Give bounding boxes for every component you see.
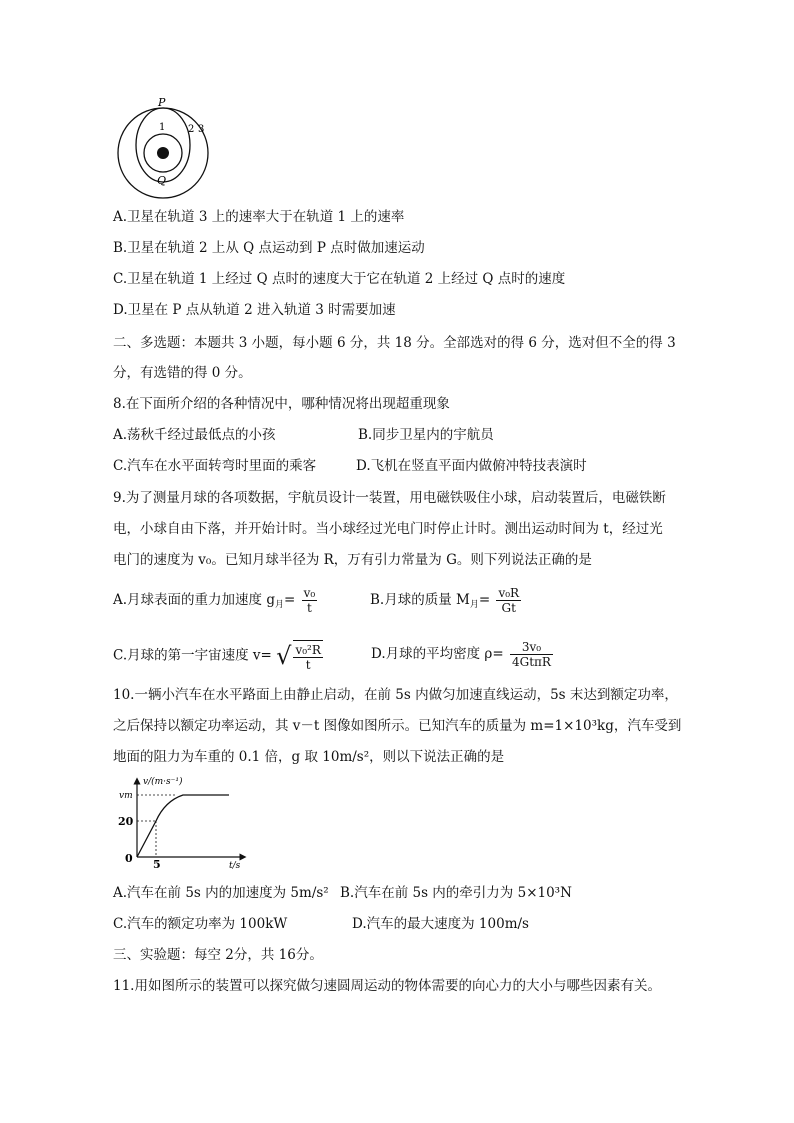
q7-option-a: A.卫星在轨道 3 上的速率大于在轨道 1 上的速率	[113, 209, 405, 225]
q9-option-b	[370, 586, 523, 615]
label-2: 2	[188, 124, 195, 135]
section2-heading-1: 二、多选题：本题共 3 小题，每小题 6 分，共 18 分。全部选对的得 6 分，选对但不全的得 3	[113, 335, 676, 351]
q9-option-c-num: v₀²R	[295, 643, 321, 657]
q8-stem: 8.在下面所介绍的各种情况中，哪种情况将出现超重现象	[113, 396, 450, 412]
q9-option-a-text: A.月球表面的重力加速度 g	[113, 592, 275, 608]
graph-vm-label: vm	[119, 791, 133, 801]
q9-option-b-fraction	[496, 586, 521, 615]
q8-option-b: B.同步卫星内的宇航员	[358, 427, 494, 443]
q9-option-c-fraction	[293, 640, 322, 672]
q9-option-c	[113, 640, 325, 672]
q9-option-c-text: C.月球的第一宇宙速度 v=	[113, 647, 272, 664]
q9-option-b-den: Gt	[501, 601, 516, 615]
q11-stem: 11.用如图所示的装置可以探究做匀速圆周运动的物体需要的向心力的大小与哪些因素有关。	[113, 978, 661, 994]
section3-heading: 三、实验题：每空 2分，共 16分。	[113, 947, 323, 963]
q8-option-d: D.飞机在竖直平面内做俯冲特技表演时	[356, 458, 587, 474]
label-1: 1	[159, 122, 166, 133]
q9-option-a-eq: =	[284, 592, 296, 608]
graph-tick-5: 5	[153, 858, 161, 869]
velocity-curve	[137, 795, 229, 857]
orbit-figure	[110, 95, 220, 200]
q8-option-a: A.荡秋千经过最低点的小孩	[113, 427, 276, 443]
q9-option-b-num: v₀R	[498, 586, 520, 600]
q10-option-a: A.汽车在前 5s 内的加速度为 5m/s²	[113, 885, 329, 901]
q10-option-d: D.汽车的最大速度为 100m/s	[352, 916, 529, 932]
q9-option-a	[113, 586, 319, 615]
graph-tick-20: 20	[118, 815, 134, 828]
q7-option-d: D.卫星在 P 点从轨道 2 进入轨道 3 时需要加速	[113, 302, 396, 318]
q10-option-c: C.汽车的额定功率为 100kW	[113, 916, 288, 932]
graph-ylabel: v/(m·s⁻¹)	[143, 777, 183, 787]
q9-stem-1: 9.为了测量月球的各项数据，宇航员设计一装置，用电磁铁吸住小球，启动装置后，电磁铁断	[113, 490, 666, 506]
q10-stem-3: 地面的阻力为车重的 0.1 倍，g 取 10m/s²，则以下说法正确的是	[113, 749, 505, 765]
q10-stem-1: 10.一辆小汽车在水平路面上由静止启动，在前 5s 内做匀加速直线运动，5s 末达到额定功率，	[113, 687, 678, 703]
q9-option-b-text: B.月球的质量 M	[370, 592, 470, 608]
vt-graph	[113, 773, 253, 869]
section2-heading-2: 分，有选错的得 0 分。	[113, 365, 252, 381]
q7-option-b: B.卫星在轨道 2 上从 Q 点运动到 P 点时做加速运动	[113, 240, 425, 256]
q10-option-b: B.汽车在前 5s 内的牵引力为 5×10³N	[340, 885, 572, 901]
q7-option-c: C.卫星在轨道 1 上经过 Q 点时的速度大于它在轨道 2 上经过 Q 点时的速度	[113, 271, 566, 287]
label-q: Q	[157, 174, 167, 187]
q8-option-c: C.汽车在水平面转弯时里面的乘客	[113, 458, 317, 474]
graph-origin: 0	[125, 852, 133, 865]
q9-stem-2: 电，小球自由下落，并开始计时。当小球经过光电门时停止计时。测出运动时间为 t，经过光	[113, 521, 663, 537]
q9-option-c-den: t	[305, 658, 311, 672]
label-3: 3	[198, 124, 205, 135]
q9-option-a-fraction	[302, 586, 318, 615]
earth	[157, 147, 169, 159]
q9-option-b-eq: =	[478, 592, 491, 608]
q9-option-d	[371, 640, 555, 669]
q9-option-d-num: 3v₀	[510, 640, 553, 655]
q9-stem-3: 电门的速度为 v₀。已知月球半径为 R，万有引力常量为 G。则下列说法正确的是	[113, 552, 592, 568]
sqrt-sign: √	[276, 642, 292, 670]
q9-option-d-fraction	[510, 640, 553, 669]
q9-option-d-den: 4GtπR	[511, 655, 551, 669]
graph-xlabel: t/s	[229, 861, 241, 869]
q10-stem-2: 之后保持以额定功率运动，其 v－t 图像如图所示。已知汽车的质量为 m=1×10³kg，汽车受到	[113, 718, 682, 734]
q9-option-a-sub: 月	[274, 600, 284, 610]
orbit-2	[136, 108, 190, 182]
q9-option-d-text: D.月球的平均密度 ρ=	[371, 646, 504, 662]
label-p: P	[158, 96, 166, 109]
q9-option-a-den: t	[306, 601, 312, 615]
q9-option-a-num: v₀	[303, 586, 316, 600]
q9-option-b-sub: 月	[469, 600, 479, 610]
